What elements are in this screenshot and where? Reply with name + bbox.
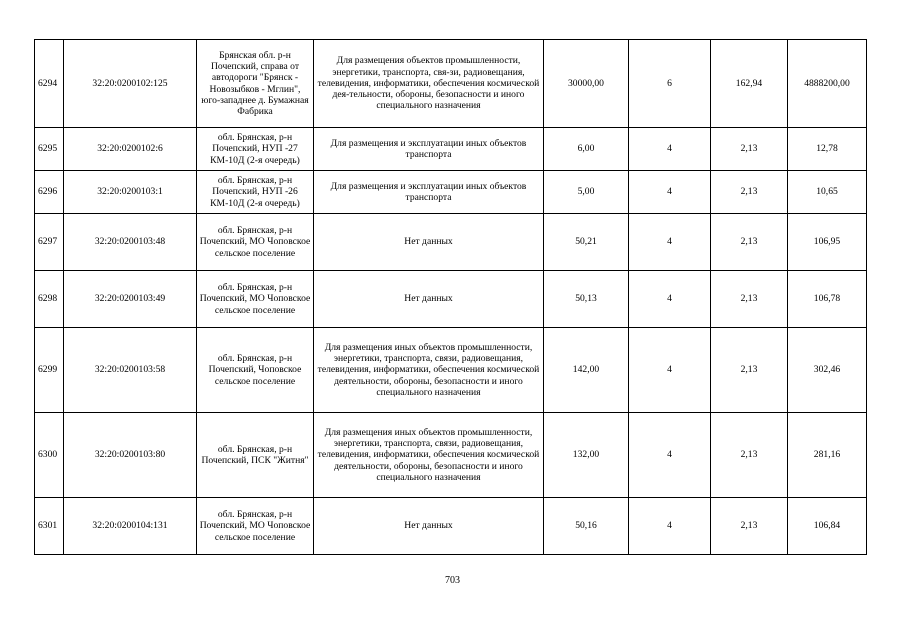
row-number-cell: 6296	[35, 171, 64, 214]
cadastral-value-cell: 12,78	[788, 128, 867, 171]
area-cell: 142,00	[544, 328, 629, 413]
row-number-cell: 6301	[35, 498, 64, 555]
cadastral-value-cell: 10,65	[788, 171, 867, 214]
table-row	[35, 271, 867, 328]
row-number-cell: 6294	[35, 40, 64, 128]
permitted-use-cell: Нет данных	[314, 271, 544, 328]
row-number-cell: 6297	[35, 214, 64, 271]
specific-value-cell: 162,94	[711, 40, 788, 128]
address-cell: обл. Брянская, р-н Почепский, МО Чоповское сельское поселение	[197, 214, 314, 271]
cadastral-number-cell: 32:20:0200102:125	[64, 40, 197, 128]
specific-value-cell: 2,13	[711, 413, 788, 498]
cadastral-value-cell: 106,78	[788, 271, 867, 328]
table-row	[35, 413, 867, 498]
cadastral-value-cell: 4888200,00	[788, 40, 867, 128]
group-number-cell: 4	[629, 128, 711, 171]
cadastral-number-cell: 32:20:0200103:1	[64, 171, 197, 214]
specific-value-cell: 2,13	[711, 171, 788, 214]
row-number-cell: 6298	[35, 271, 64, 328]
group-number-cell: 4	[629, 413, 711, 498]
table-body	[35, 40, 867, 555]
cadastral-value-cell: 302,46	[788, 328, 867, 413]
address-cell: обл. Брянская, р-н Почепский, МО Чоповское сельское поселение	[197, 498, 314, 555]
table-row	[35, 40, 867, 128]
area-cell: 50,13	[544, 271, 629, 328]
group-number-cell: 4	[629, 271, 711, 328]
group-number-cell: 4	[629, 171, 711, 214]
specific-value-cell: 2,13	[711, 271, 788, 328]
permitted-use-cell: Для размещения иных объектов промышленности, энергетики, транспорта, связи, радиовещания, телевидения, информатики, обеспечения космической деятельности, обороны, безопасности и иного специального назначения	[314, 413, 544, 498]
table-row	[35, 128, 867, 171]
address-cell: обл. Брянская, р-н Почепский, Чоповское сельское поселение	[197, 328, 314, 413]
cadastral-value-cell: 281,16	[788, 413, 867, 498]
table-row	[35, 171, 867, 214]
table-row	[35, 328, 867, 413]
permitted-use-cell: Для размещения и эксплуатации иных объектов транспорта	[314, 171, 544, 214]
row-number-cell: 6299	[35, 328, 64, 413]
specific-value-cell: 2,13	[711, 128, 788, 171]
cadastral-number-cell: 32:20:0200103:48	[64, 214, 197, 271]
area-cell: 6,00	[544, 128, 629, 171]
area-cell: 5,00	[544, 171, 629, 214]
permitted-use-cell: Для размещения объектов промышленности, энергетики, транспорта, свя-зи, радиовещания, телевидения, информатики, обеспечения космической дея-тельности, обороны, безопасности и иного специального назначения	[314, 40, 544, 128]
group-number-cell: 4	[629, 328, 711, 413]
page-number: 703	[445, 575, 460, 586]
table-row	[35, 214, 867, 271]
area-cell: 50,21	[544, 214, 629, 271]
area-cell: 132,00	[544, 413, 629, 498]
permitted-use-cell: Нет данных	[314, 498, 544, 555]
permitted-use-cell: Для размещения иных объектов промышленности, энергетики, транспорта, связи, радиовещания, телевидения, информатики, обеспечения космической деятельности, обороны, безопасности и иного специального назначения	[314, 328, 544, 413]
specific-value-cell: 2,13	[711, 214, 788, 271]
address-cell: Брянская обл. р-н Почепский, справа от автодороги "Брянск - Новозыбков - Мглин", юго-западнее д. Бумажная Фабрика	[197, 40, 314, 128]
address-cell: обл. Брянская, р-н Почепский, ПСК "Житня"	[197, 413, 314, 498]
specific-value-cell: 2,13	[711, 498, 788, 555]
row-number-cell: 6295	[35, 128, 64, 171]
cadastral-number-cell: 32:20:0200102:6	[64, 128, 197, 171]
specific-value-cell: 2,13	[711, 328, 788, 413]
land-plot-table	[34, 39, 867, 555]
cadastral-number-cell: 32:20:0200103:49	[64, 271, 197, 328]
group-number-cell: 4	[629, 498, 711, 555]
permitted-use-cell: Нет данных	[314, 214, 544, 271]
permitted-use-cell: Для размещения и эксплуатации иных объектов транспорта	[314, 128, 544, 171]
row-number-cell: 6300	[35, 413, 64, 498]
area-cell: 50,16	[544, 498, 629, 555]
area-cell: 30000,00	[544, 40, 629, 128]
cadastral-value-cell: 106,95	[788, 214, 867, 271]
table-row	[35, 498, 867, 555]
address-cell: обл. Брянская, р-н Почепский, МО Чоповское сельское поселение	[197, 271, 314, 328]
address-cell: обл. Брянская, р-н Почепский, НУП -26 КМ-10Д (2-я очередь)	[197, 171, 314, 214]
address-cell: обл. Брянская, р-н Почепский, НУП -27 КМ-10Д (2-я очередь)	[197, 128, 314, 171]
cadastral-value-cell: 106,84	[788, 498, 867, 555]
cadastral-number-cell: 32:20:0200103:80	[64, 413, 197, 498]
cadastral-number-cell: 32:20:0200103:58	[64, 328, 197, 413]
cadastral-number-cell: 32:20:0200104:131	[64, 498, 197, 555]
group-number-cell: 6	[629, 40, 711, 128]
group-number-cell: 4	[629, 214, 711, 271]
